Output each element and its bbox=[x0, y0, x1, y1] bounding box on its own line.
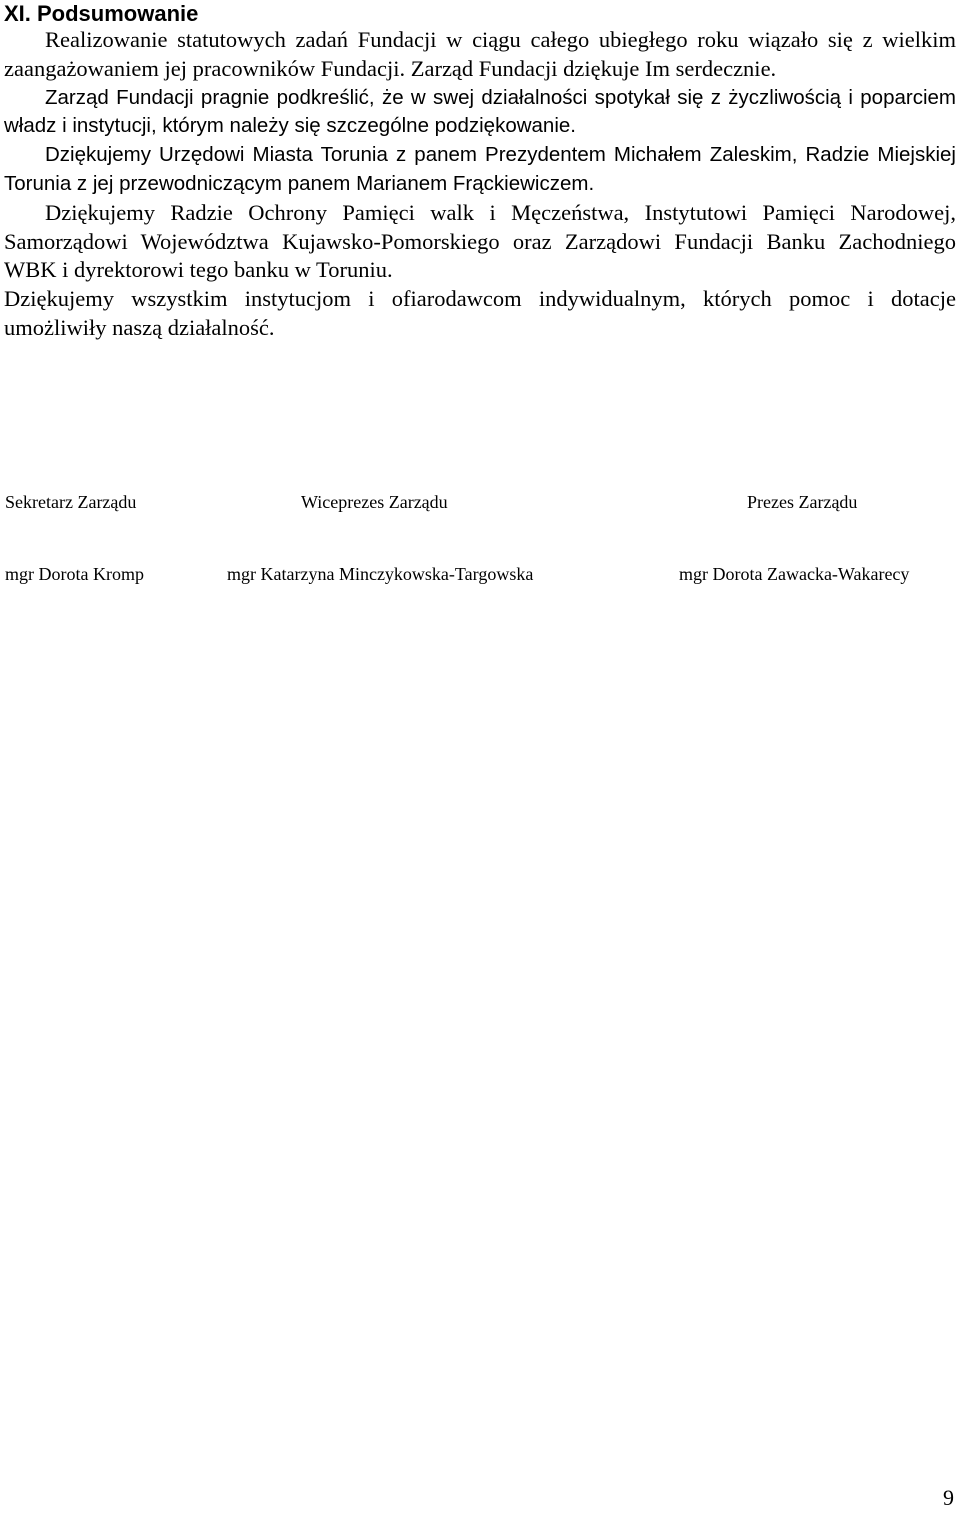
signature-name-president: mgr Dorota Zawacka-Wakarecy bbox=[679, 564, 910, 584]
paragraph-authorities-thanks: Zarząd Fundacji pragnie podkreślić, że w swej działalności spotykał się z życzliwością i poparciem władz i instytucji, którym należy się szczególne podziękowanie. bbox=[4, 85, 956, 138]
paragraph-staff-thanks: Realizowanie statutowych zadań Fundacji w ciągu całego ubiegłego roku wiązało się z wielkim zaangażowaniem jej pracowników Fundacji. Zarząd Fundacji dziękuje Im serdecznie. bbox=[4, 27, 956, 81]
section-heading: XI. Podsumowanie bbox=[4, 1, 199, 26]
signature-name-secretary: mgr Dorota Kromp bbox=[5, 564, 144, 584]
paragraph-donors-thanks: Dziękujemy wszystkim instytucjom i ofiarodawcom indywidualnym, których pomoc i dotacje umożliwiły naszą działalność. bbox=[4, 286, 956, 340]
page-number: 9 bbox=[943, 1485, 954, 1510]
paragraph-city-thanks: Dziękujemy Urzędowi Miasta Torunia z panem Prezydentem Michałem Zaleskim, Radzie Miejskiej Torunia z jej przewodniczącym panem Marianem Frąckiewiczem. bbox=[4, 143, 956, 195]
signature-title-secretary: Sekretarz Zarządu bbox=[5, 492, 137, 512]
signature-name-vice-president: mgr Katarzyna Minczykowska-Targowska bbox=[227, 564, 534, 584]
signature-title-president: Prezes Zarządu bbox=[747, 492, 858, 512]
summary-body bbox=[4, 26, 956, 343]
signature-title-vice-president: Wiceprezes Zarządu bbox=[301, 492, 448, 512]
paragraph-institutions-thanks: Dziękujemy Radzie Ochrony Pamięci walk i Męczeństwa, Instytutowi Pamięci Narodowej, Samorządowi Województwa Kujawsko-Pomorskiego oraz Zarządowi Fundacji Banku Zachodniego WBK i dyrektorowi tego banku w Toruniu. bbox=[4, 199, 956, 283]
